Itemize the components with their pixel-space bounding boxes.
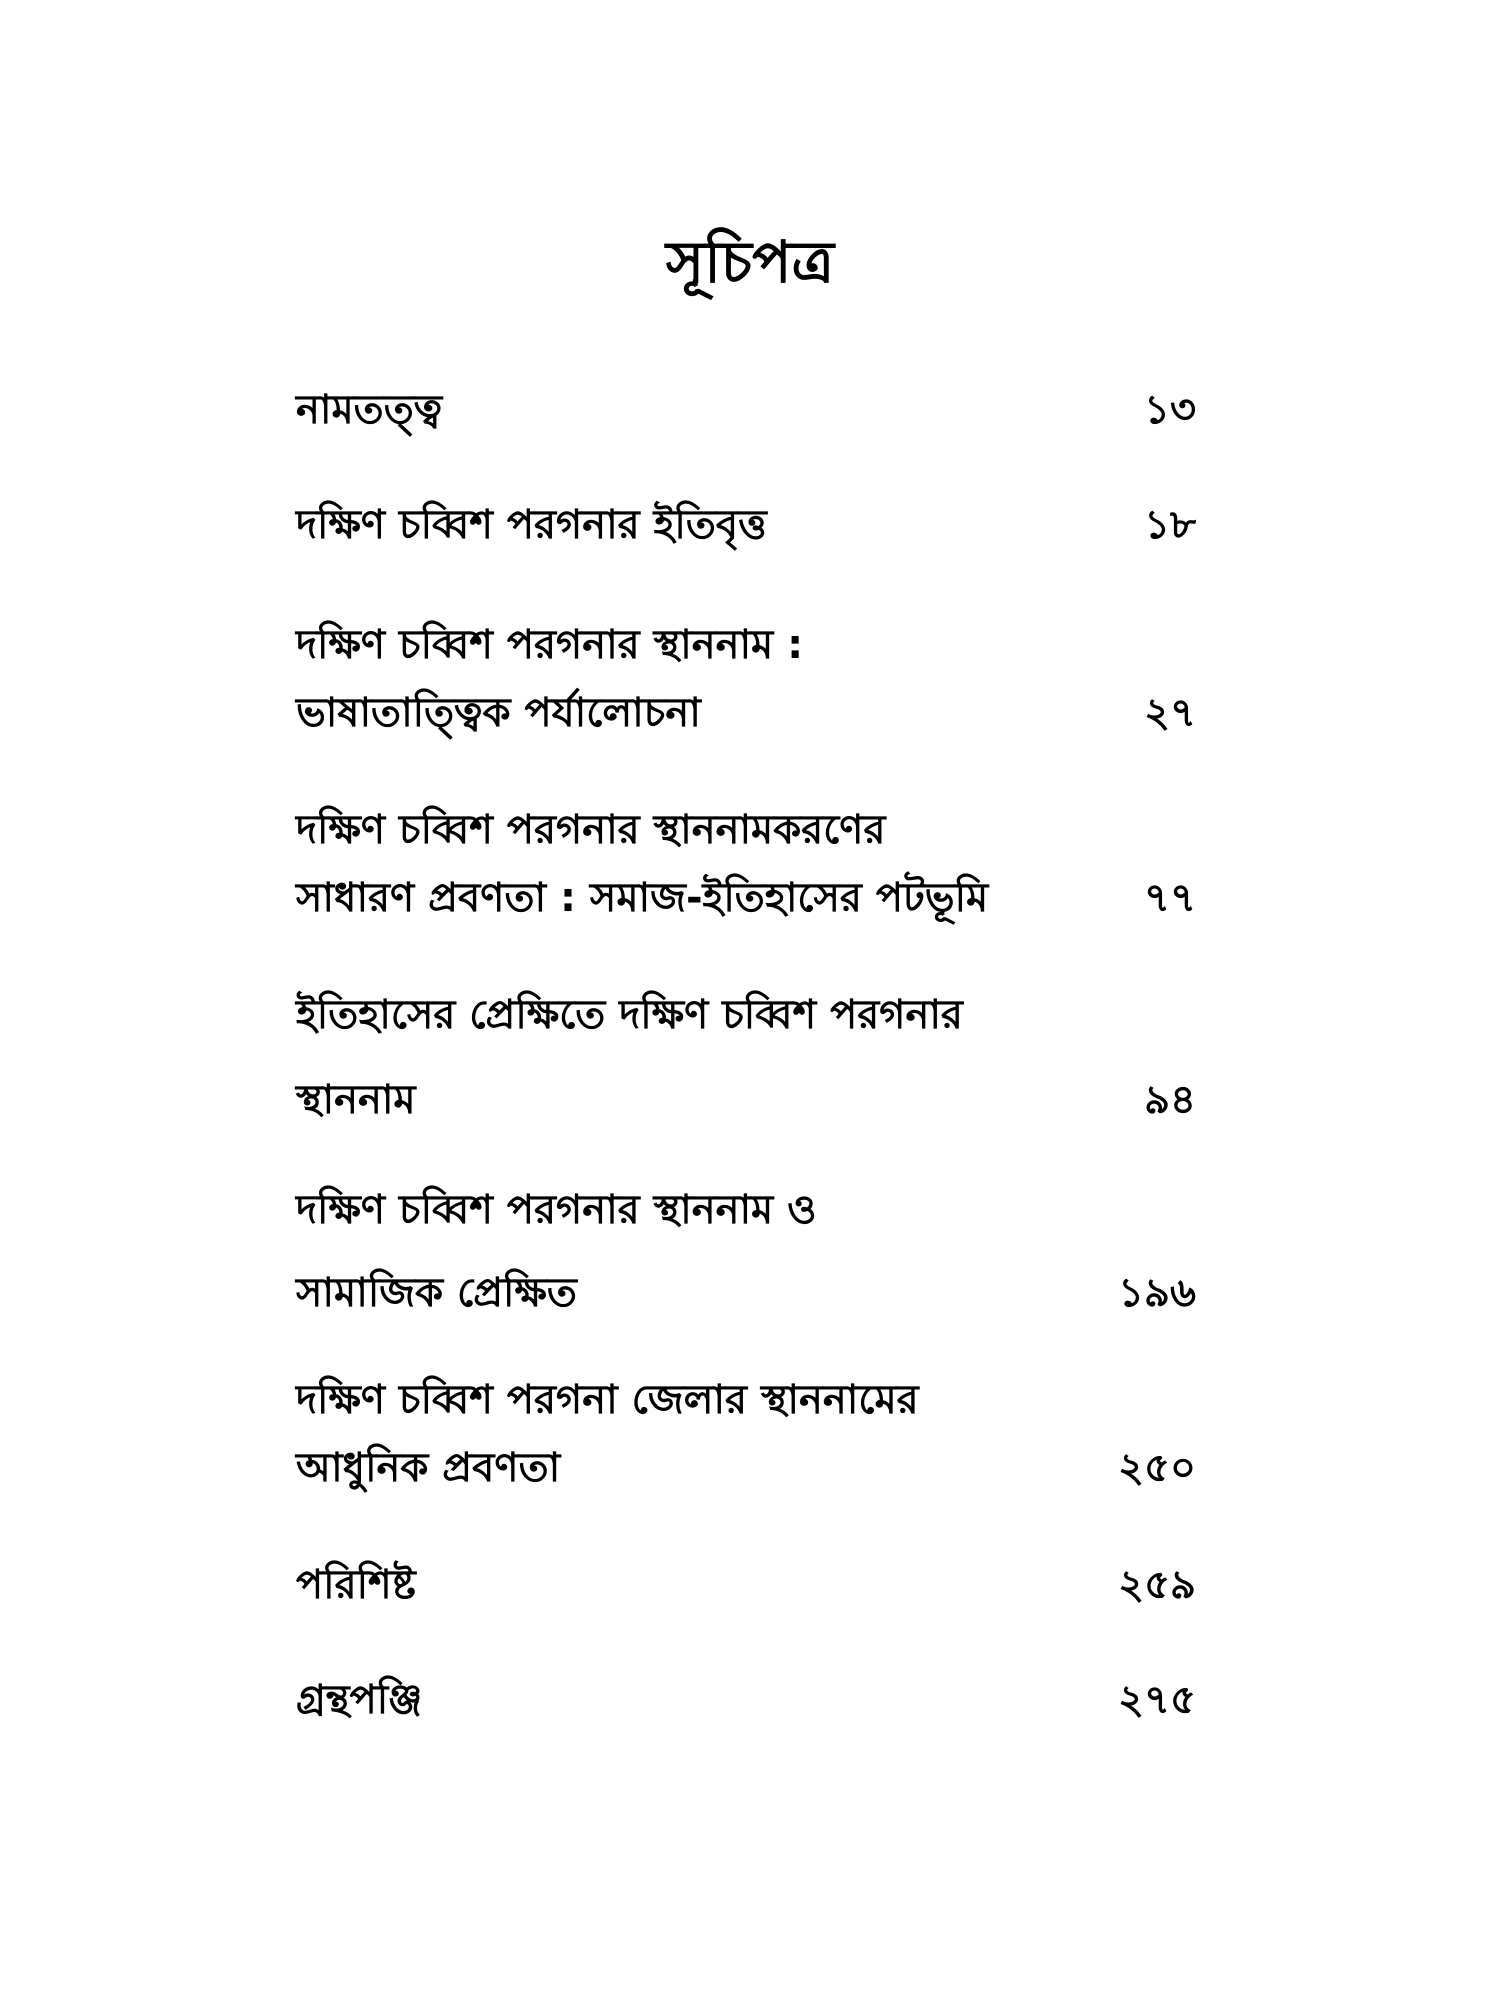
toc-entry-page: ২৭ (1143, 690, 1196, 736)
toc-entry-title: দক্ষিণ চব্বিশ পরগনার ইতিবৃত্ত (296, 502, 767, 548)
toc-entry-title: দক্ষিণ চব্বিশ পরগনার স্থাননাম : (296, 622, 804, 668)
toc-entry-title: পরিশিষ্ট (296, 1562, 416, 1608)
toc-entry-title: দক্ষিণ চব্বিশ পরগনার স্থাননামকরণের (296, 807, 886, 853)
page-title: সূচিপত্র (665, 228, 835, 296)
toc-entry-page: ২৭৫ (1118, 1677, 1196, 1723)
toc-entry-title-continued: সাধারণ প্রবণতা : সমাজ-ইতিহাসের পটভূমি (296, 875, 989, 921)
toc-entry-page: ১৮ (1144, 502, 1196, 548)
toc-entry-page: ৭৭ (1143, 875, 1196, 921)
toc-entry-page: ৯৪ (1144, 1077, 1196, 1123)
toc-entry-title-continued: সামাজিক প্রেক্ষিত (296, 1270, 577, 1316)
toc-entry-page: ২৫০ (1118, 1445, 1196, 1491)
toc-entry-title: গ্রন্থপঞ্জি (296, 1677, 423, 1723)
toc-entry-title-continued: স্থাননাম (296, 1077, 416, 1123)
toc-entry-title: ইতিহাসের প্রেক্ষিতে দক্ষিণ চব্বিশ পরগনার (296, 992, 963, 1038)
toc-entry-title-continued: আধুনিক প্রবণতা (296, 1445, 561, 1491)
toc-entry-title-continued: ভাষাতাত্ত্বিক পর্যালোচনা (296, 690, 701, 736)
toc-entry-title: দক্ষিণ চব্বিশ পরগনা জেলার স্থাননামের (296, 1377, 919, 1423)
toc-entry-title: দক্ষিণ চব্বিশ পরগনার স্থাননাম ও (296, 1187, 817, 1233)
toc-entry-page: ১৯৬ (1118, 1270, 1196, 1316)
toc-entry-page: ১৩ (1144, 387, 1196, 433)
toc-entry-page: ২৫৯ (1118, 1562, 1196, 1608)
toc-entry-title: নামতত্ত্ব (296, 387, 443, 433)
